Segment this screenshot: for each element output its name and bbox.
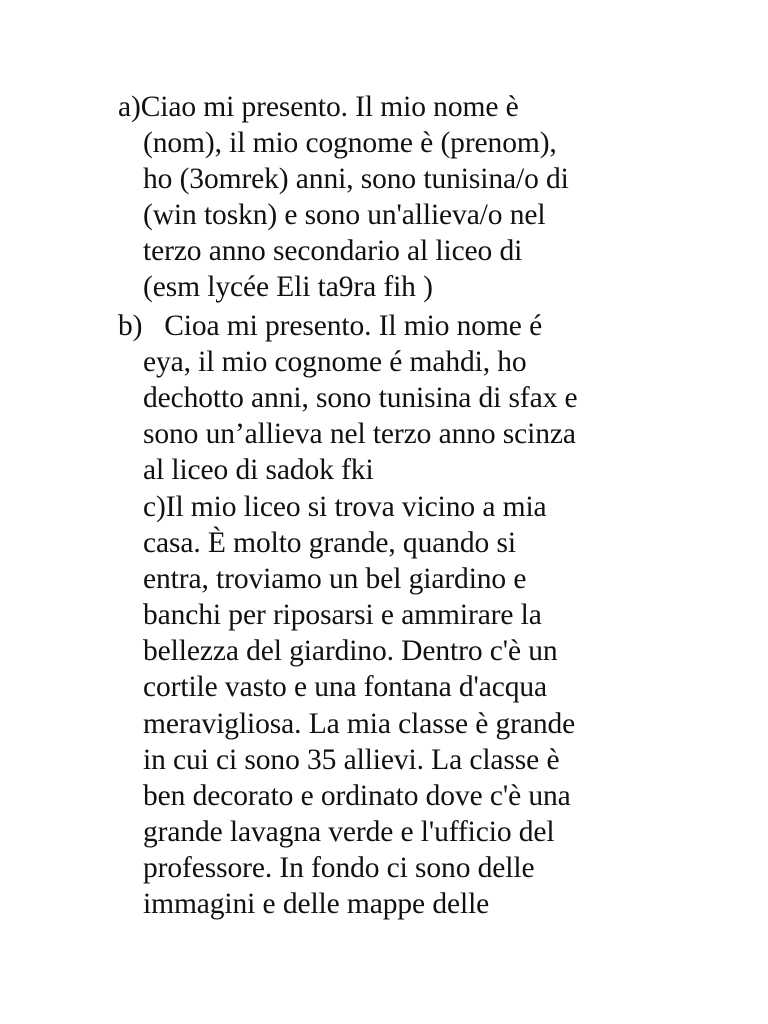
text-line: a)Ciao mi presento. Il mio nome è: [118, 91, 519, 123]
text-line: in cui ci sono 35 allievi. La classe è: [143, 744, 560, 776]
text-line: casa. È molto grande, quando si: [143, 527, 516, 559]
text-line: ho (3omrek) anni, sono tunisina/o di: [143, 163, 569, 195]
text-line: c)Il mio liceo si trova vicino a mia: [143, 491, 547, 523]
text-line: (nom), il mio cognome è (prenom),: [143, 127, 557, 159]
text-line: cortile vasto e una fontana d'acqua: [143, 671, 547, 703]
text-line: eya, il mio cognome é mahdi, ho: [143, 346, 527, 378]
text-line: entra, troviamo un bel giardino e: [143, 563, 527, 595]
text-line: sono un’allieva nel terzo anno scinza: [143, 418, 576, 450]
text-line: b) Cioa mi presento. Il mio nome é: [118, 310, 543, 342]
text-line: (esm lycée Eli ta9ra fih ): [143, 271, 433, 303]
text-line: (win toskn) e sono un'allieva/o nel: [143, 199, 546, 231]
text-line: dechotto anni, sono tunisina di sfax e: [143, 382, 578, 414]
text-line: banchi per riposarsi e ammirare la: [143, 599, 542, 631]
text-line: professore. In fondo ci sono delle: [143, 852, 535, 884]
text-line: meravigliosa. La mia classe è grande: [143, 708, 576, 740]
text-line: bellezza del giardino. Dentro c'è un: [143, 635, 558, 667]
text-line: ben decorato e ordinato dove c'è una: [143, 780, 571, 812]
text-line: grande lavagna verde e l'ufficio del: [143, 816, 555, 848]
text-line: immagini e delle mappe delle: [143, 888, 490, 920]
text-line: al liceo di sadok fki: [143, 454, 374, 486]
text-line: terzo anno secondario al liceo di: [143, 235, 523, 267]
